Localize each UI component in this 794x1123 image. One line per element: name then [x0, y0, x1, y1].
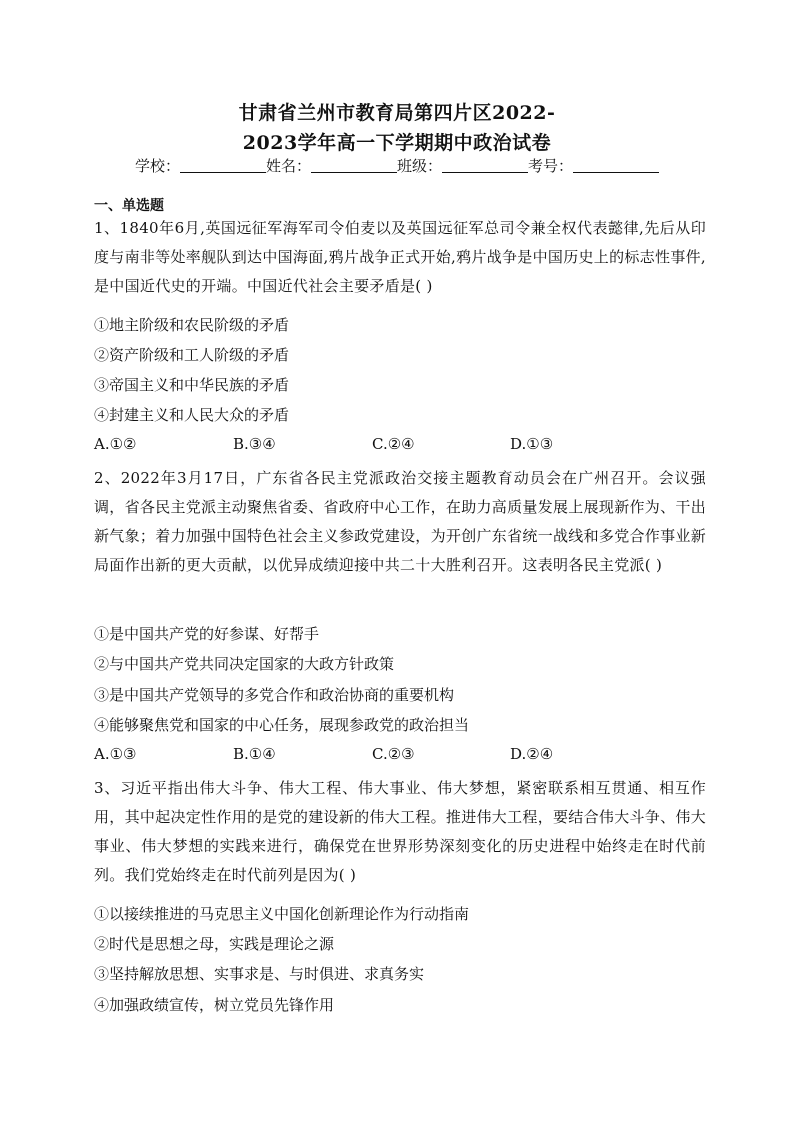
question-1-choice-b[interactable]: B.③④	[233, 435, 276, 453]
question-2-option-3: ③是中国共产党领导的多党合作和政治协商的重要机构	[94, 686, 455, 704]
question-2-choice-b[interactable]: B.①④	[233, 745, 276, 763]
school-blank[interactable]	[180, 158, 266, 173]
school-label: 学校：	[134, 157, 180, 175]
question-1-choice-c[interactable]: C.②④	[372, 435, 415, 453]
name-blank[interactable]	[311, 158, 397, 173]
question-1-option-4: ④封建主义和人民大众的矛盾	[94, 406, 290, 424]
exam-title-line-2: 2023学年高一下学期期中政治试卷	[242, 132, 552, 154]
exam-title-line-1: 甘肃省兰州市教育局第四片区2022-	[238, 102, 556, 124]
class-label: 班级：	[397, 157, 443, 175]
name-label: 姓名：	[265, 157, 311, 175]
question-1-choice-d[interactable]: D.①③	[510, 435, 554, 453]
question-1-choice-a[interactable]: A.①②	[94, 435, 137, 453]
question-1-stem: 1、1840年6月,英国远征军海军司令伯麦以及英国远征军总司令兼全权代表懿律,先后从印度与南非等处率舰队到达中国海面,鸦片战争正式开始,鸦片战争是中国历史上的标志性事件,是中国近代史的开端。中国近代社会主要矛盾是( )	[94, 219, 706, 295]
question-2-stem: 2、2022年3月17日，广东省各民主党派政治交接主题教育动员会在广州召开。会议强调，省各民主党派主动聚焦省委、省政府中心工作，在助力高质量发展上展现新作为、干出新气象；着力加强中国特色社会主义参政党建设，为开创广东省统一战线和多党合作事业新局面作出新的更大贡献，以优异成绩迎接中共二十大胜利召开。这表明各民主党派( )	[94, 469, 707, 574]
question-1-option-2: ②资产阶级和工人阶级的矛盾	[94, 346, 290, 364]
number-label: 考号：	[528, 157, 574, 175]
question-2-choice-a[interactable]: A.①③	[94, 745, 137, 763]
question-2-choice-d[interactable]: D.②④	[510, 745, 554, 763]
question-2-option-2: ②与中国共产党共同决定国家的大政方针政策	[94, 655, 395, 673]
question-3-option-2: ②时代是思想之母，实践是理论之源	[94, 935, 335, 953]
class-blank[interactable]	[442, 158, 528, 173]
question-1-option-1: ①地主阶级和农民阶级的矛盾	[94, 316, 290, 334]
question-3-option-3: ③坚持解放思想、实事求是、与时俱进、求真务实	[94, 965, 425, 983]
question-2-option-1: ①是中国共产党的好参谋、好帮手	[94, 625, 320, 643]
number-blank[interactable]	[573, 158, 659, 173]
section-heading: 一、单选题	[94, 198, 164, 214]
question-2-choice-c[interactable]: C.②③	[372, 745, 415, 763]
question-3-option-1: ①以接续推进的马克思主义中国化创新理论作为行动指南	[94, 905, 470, 923]
question-2-option-4: ④能够聚焦党和国家的中心任务，展现参政党的政治担当	[94, 716, 470, 734]
question-3-option-4: ④加强政绩宣传，树立党员先锋作用	[94, 996, 335, 1014]
question-1-option-3: ③帝国主义和中华民族的矛盾	[94, 376, 290, 394]
question-3-stem: 3、习近平指出伟大斗争、伟大工程、伟大事业、伟大梦想，紧密联系相互贯通、相互作用，其中起决定性作用的是党的建设新的伟大工程。推进伟大工程，要结合伟大斗争、伟大事业、伟大梦想的实践来进行，确保党在世界形势深刻变化的历史进程中始终走在时代前列。我们党始终走在时代前列是因为( )	[94, 779, 707, 884]
student-info-line	[0, 155, 794, 176]
